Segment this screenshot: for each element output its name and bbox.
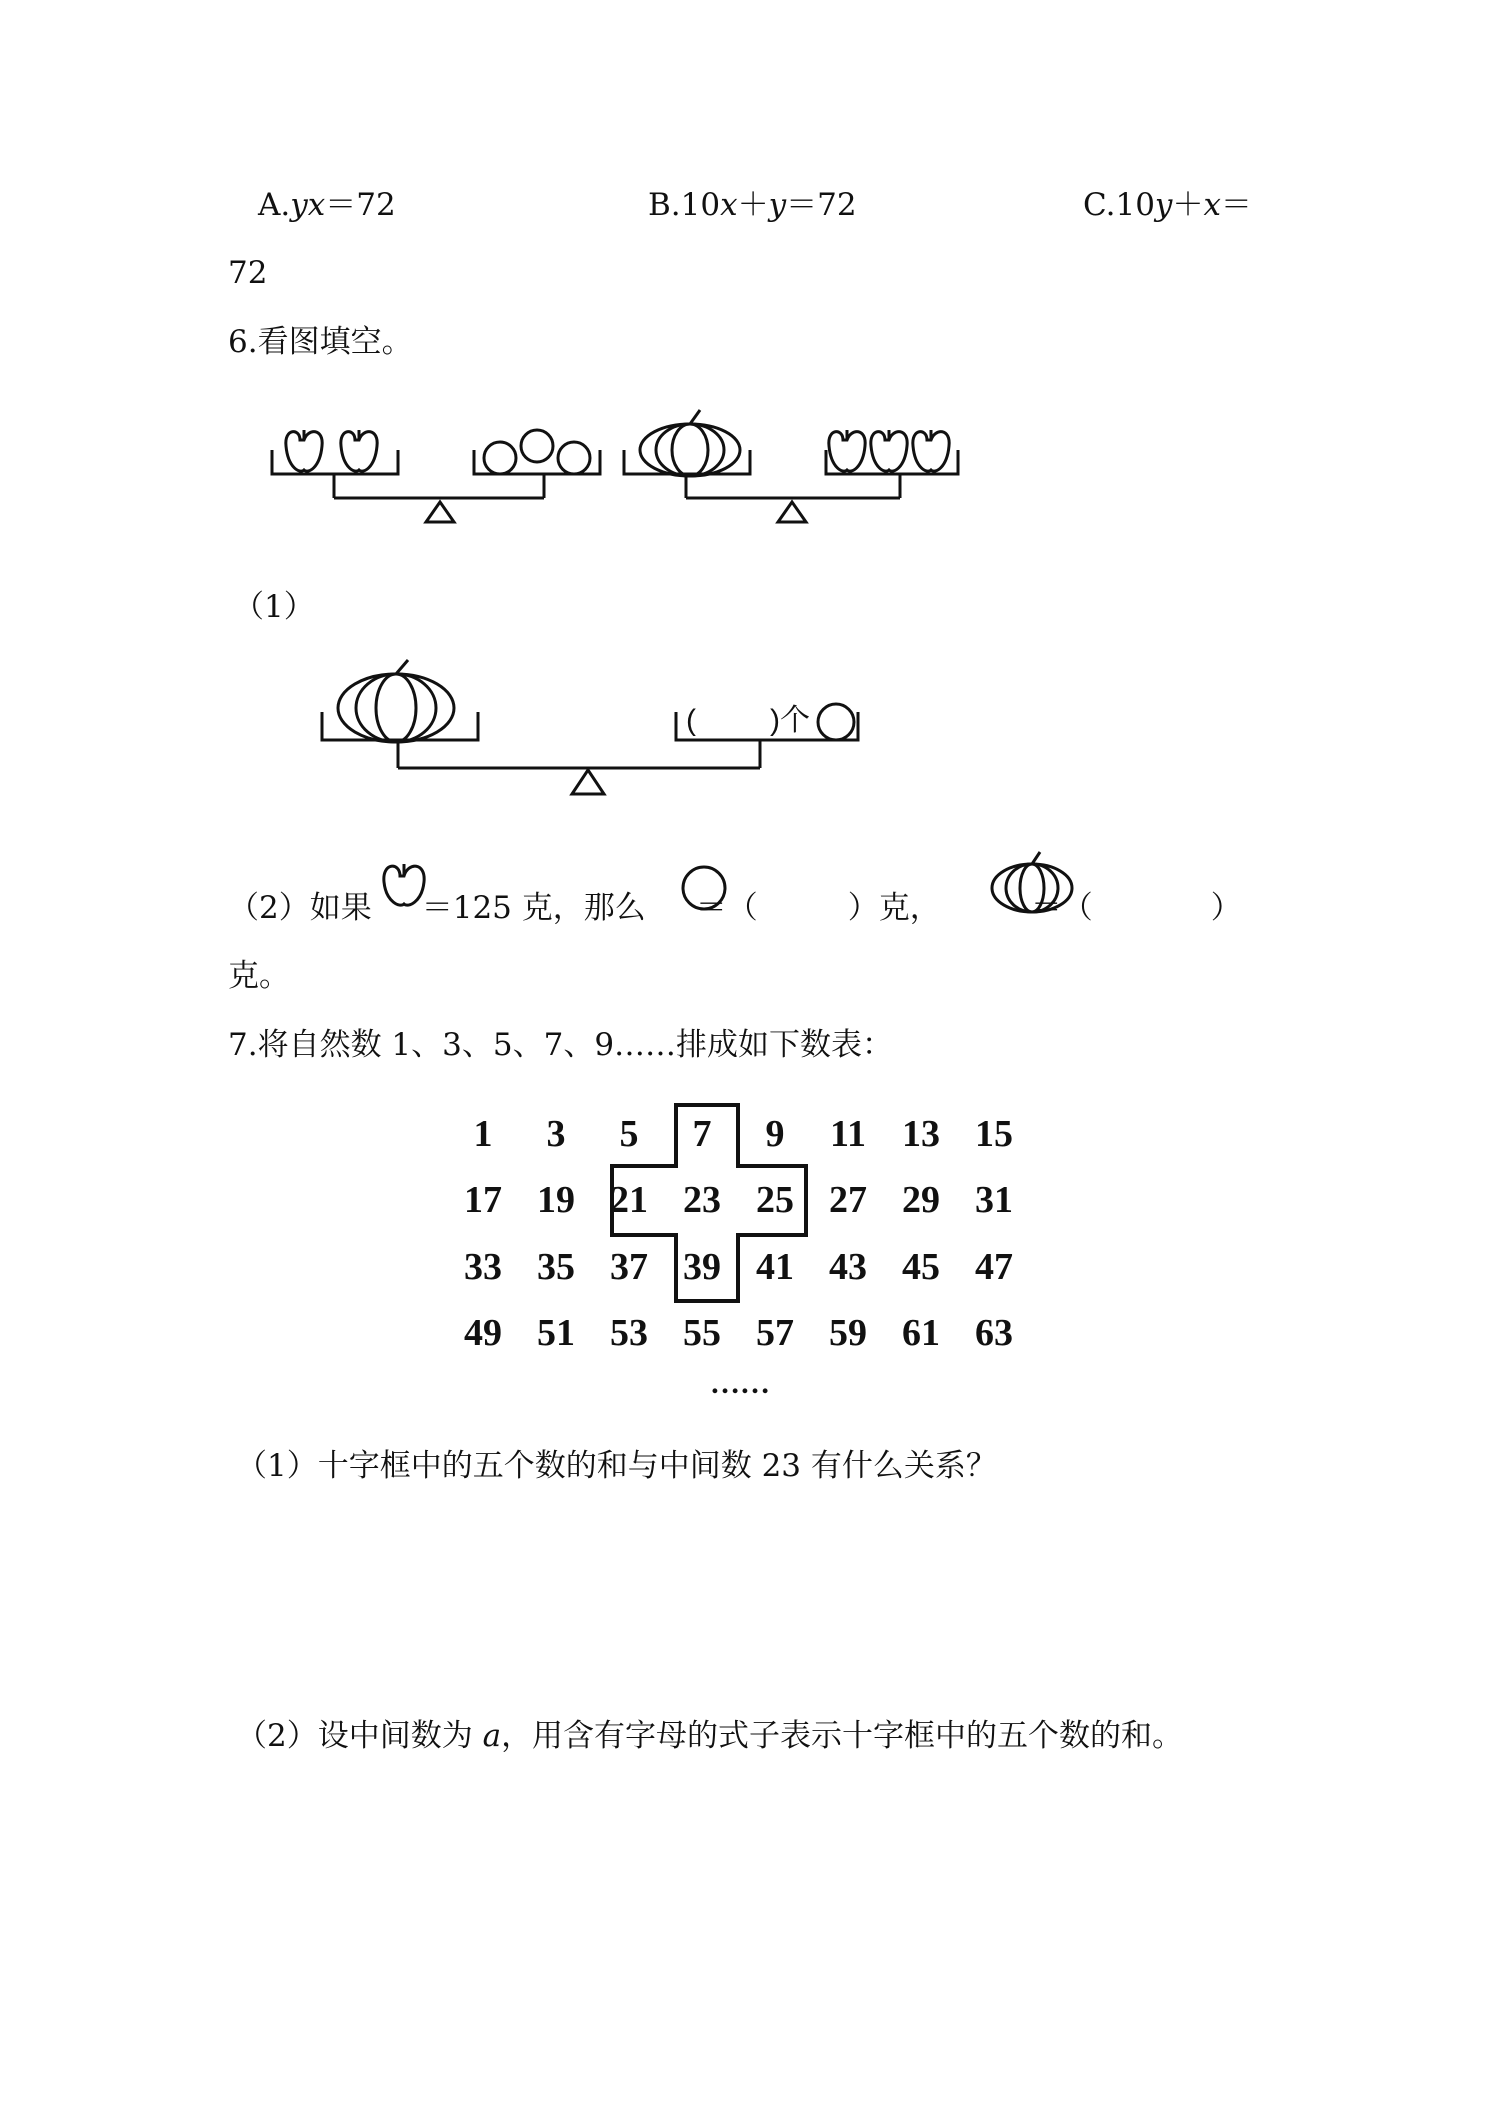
table-cell: 7 <box>692 1113 712 1155</box>
option-c-part: 10 <box>1115 187 1155 223</box>
table-cell: 35 <box>537 1246 575 1288</box>
question-7-title: 7.将自然数 1、3、5、7、9……排成如下数表： <box>228 1027 894 1063</box>
option-b-prefix: B. <box>648 187 681 223</box>
option-c-part: ＝ <box>1220 187 1252 223</box>
part-2-unit-wrap: 克。 <box>228 958 290 994</box>
table-cell: 37 <box>610 1246 648 1288</box>
part-1-label: （1） <box>233 589 315 625</box>
table-cell: 51 <box>537 1312 575 1354</box>
option-c-part: ＋ <box>1172 187 1204 223</box>
option-c-wrap: 72 <box>228 255 268 291</box>
blank-open: ( <box>686 704 696 737</box>
table-cell: 13 <box>902 1113 940 1155</box>
option-c-var: x <box>1203 187 1221 223</box>
table-cell: 31 <box>975 1179 1013 1221</box>
table-cell: 55 <box>683 1312 721 1354</box>
option-b-part: ＝72 <box>786 187 857 223</box>
table-cell: 25 <box>756 1179 794 1221</box>
option-a-suffix: ＝72 <box>325 187 396 223</box>
table-cell: 57 <box>756 1312 794 1354</box>
sub-question-2-var: a <box>482 1718 502 1754</box>
table-cell: 27 <box>829 1179 867 1221</box>
option-b-var: x <box>720 187 738 223</box>
sub-question-2-post: ，用含有字母的式子表示十字框中的五个数的和。 <box>501 1718 1184 1754</box>
sub-question-2 <box>236 1718 1184 1754</box>
table-cell: 17 <box>464 1179 502 1221</box>
option-b-part: 10 <box>680 187 721 223</box>
table-cell: 61 <box>902 1312 940 1354</box>
option-c-prefix: C. <box>1083 187 1116 223</box>
table-cell: 33 <box>464 1246 502 1288</box>
part-2-label: （2）如果 <box>228 890 372 926</box>
table-cell: 19 <box>537 1179 575 1221</box>
table-cell: 39 <box>683 1246 721 1288</box>
table-cell: 11 <box>830 1113 866 1155</box>
table-ellipsis: …… <box>710 1367 770 1400</box>
pumpkin-close-text: ） <box>1210 890 1242 926</box>
table-cell: 45 <box>902 1246 940 1288</box>
table-cell: 47 <box>975 1246 1013 1288</box>
table-cell: 1 <box>473 1113 493 1155</box>
question-6-title: 6.看图填空。 <box>228 324 413 360</box>
table-cell: 53 <box>610 1312 648 1354</box>
table-cell: 23 <box>683 1179 721 1221</box>
option-c-var: y <box>1154 187 1173 223</box>
table-cell: 3 <box>546 1113 566 1155</box>
option-a-expr: yx <box>290 187 326 223</box>
table-cell: 21 <box>610 1179 648 1221</box>
table-cell: 41 <box>756 1246 794 1288</box>
table-cell: 29 <box>902 1179 940 1221</box>
orange-eq-text: ＝（ <box>695 890 758 926</box>
pumpkin-eq-text: ＝（ <box>1030 890 1093 926</box>
option-b-part: ＋ <box>737 187 769 223</box>
option-a-prefix: A. <box>258 187 291 223</box>
table-cell: 5 <box>619 1113 639 1155</box>
table-cell: 9 <box>765 1113 785 1155</box>
blank-close: )个 <box>770 704 810 737</box>
table-cell: 49 <box>464 1312 502 1354</box>
table-cell: 59 <box>829 1312 867 1354</box>
apple-weight-text: ＝125 克，那么 <box>421 890 646 926</box>
option-b-var: y <box>768 187 787 223</box>
table-cell: 15 <box>975 1113 1013 1155</box>
table-cell: 43 <box>829 1246 867 1288</box>
sub-question-2-pre: （2）设中间数为 <box>236 1718 483 1754</box>
table-cell: 63 <box>975 1312 1013 1354</box>
orange-close-text: ）克， <box>847 890 941 926</box>
sub-question-1: （1）十字框中的五个数的和与中间数 23 有什么关系？ <box>236 1448 997 1484</box>
